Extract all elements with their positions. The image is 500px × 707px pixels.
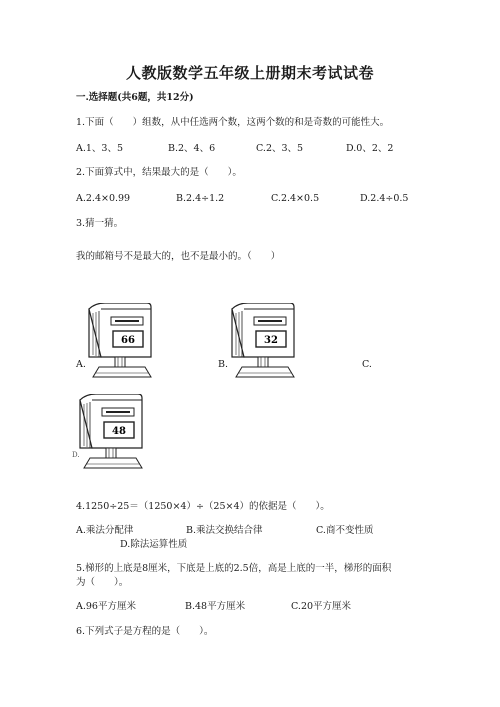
q3-option-a-label: A. [76,359,86,370]
q5-stem-line1: 5.梯形的上底是8厘米，下底是上底的2.5倍，高是上底的一半，梯形的面积 [76,563,392,574]
q5-option-a: A.96平方厘米 [76,601,136,612]
q2-option-d: D.2.4÷0.5 [360,193,409,204]
mailbox-a-image [85,303,157,381]
q2-option-a: A.2.4×0.99 [76,193,131,204]
q3-prompt: 我的邮箱号不是最大的，也不是最小的。（ ） [76,251,281,262]
q3-stem: 3.猜一猜。 [76,218,124,229]
section-heading: 一.选择题(共6题，共12分) [76,92,194,103]
q3-option-d-label: D. [72,451,80,459]
q1-option-a: A.1、3、5 [76,143,124,154]
q4-option-c: C.商不变性质 [316,525,374,536]
q5-option-b: B.48平方厘米 [185,601,246,612]
q4-option-d: D.除法运算性质 [120,539,188,550]
q3-option-b-label: B. [218,359,229,370]
mailbox-c-image [76,394,148,472]
mailbox-a-number: 66 [121,335,135,346]
q6-stem: 6.下列式子是方程的是（ ）。 [76,626,214,637]
q1-option-b: B.2、4、6 [168,143,216,154]
q5-stem-line2: 为（ ）。 [76,577,129,588]
q3-option-c-label: C. [362,359,372,370]
mailbox-b-image [228,303,300,381]
q1-option-d: D.0、2、2 [346,143,394,154]
q2-option-c: C.2.4×0.5 [271,193,320,204]
q4-option-b: B.乘法交换结合律 [186,525,263,536]
q2-stem: 2.下面算式中，结果最大的是（ ）。 [76,167,242,178]
q4-option-a: A.乘法分配律 [76,525,134,536]
exam-title: 人教版数学五年级上册期末考试试卷 [125,64,374,82]
q4-stem: 4.1250÷25＝（1250×4）÷（25×4）的依据是（ ）。 [76,501,330,512]
q1-option-c: C.2、3、5 [256,143,304,154]
mailbox-b-number: 32 [264,335,278,346]
q5-option-c: C.20平方厘米 [291,601,352,612]
q1-stem: 1.下面（ ）组数，从中任选两个数，这两个数的和是奇数的可能性大。 [76,117,390,128]
mailbox-c-number: 48 [112,426,126,437]
q2-option-b: B.2.4÷1.2 [176,193,225,204]
